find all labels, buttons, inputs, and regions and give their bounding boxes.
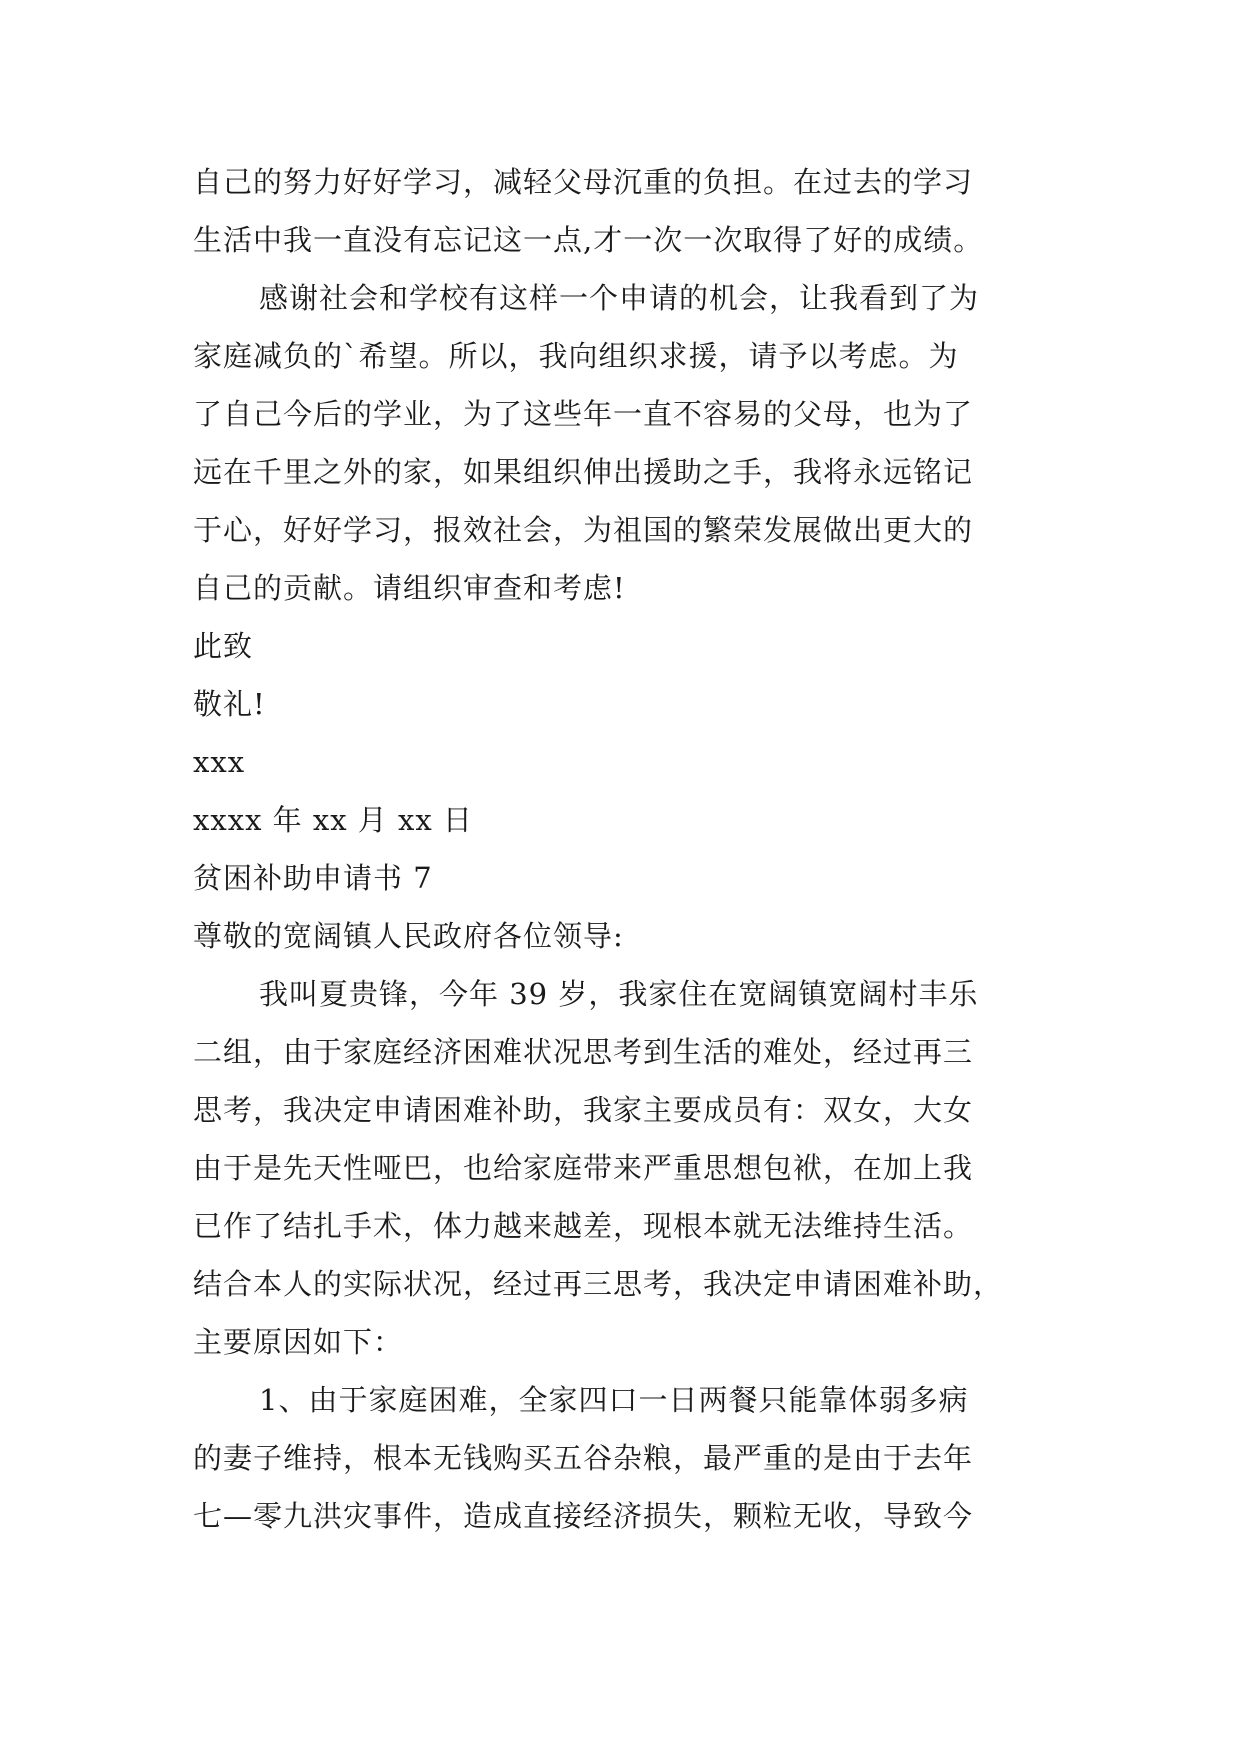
document-line: 自己的努力好好学习，减轻父母沉重的负担。在过去的学习 [193,165,974,199]
document-line: 尊敬的宽阔镇人民政府各位领导: [193,919,624,953]
document-line: 我叫夏贵锋，今年 39 岁，我家住在宽阔镇宽阔村丰乐 [259,977,979,1011]
document-line: 主要原因如下： [193,1325,404,1359]
document-body [193,153,1073,1545]
document-line: 远在千里之外的家，如果组织伸出援助之手，我将永远铭记 [193,455,974,489]
document-line: 的妻子维持，根本无钱购买五谷杂粮，最严重的是由于去年 [193,1441,974,1475]
document-line: 于心，好好学习，报效社会，为祖国的繁荣发展做出更大的 [193,513,974,547]
document-line: 自己的贡献。请组织审查和考虑! [193,571,626,605]
document-line: 了自己今后的学业，为了这些年一直不容易的父母，也为了 [193,397,974,431]
document-line: xxx [193,745,246,779]
document-line: 1、由于家庭困难，全家四口一日两餐只能靠体弱多病 [259,1383,969,1417]
document-line: 贫困补助申请书 7 [193,861,433,895]
document-line: 已作了结扎手术，体力越来越差，现根本就无法维持生活。 [193,1209,974,1243]
document-line: xxxx 年 xx 月 xx 日 [193,803,473,837]
document-line: 由于是先天性哑巴，也给家庭带来严重思想包袱，在加上我 [193,1151,974,1185]
document-line: 二组，由于家庭经济困难状况思考到生活的难处，经过再三 [193,1035,974,1069]
document-line: 此致 [193,629,254,663]
document-line: 七—零九洪灾事件，造成直接经济损失，颗粒无收，导致今 [193,1499,974,1533]
document-line: 生活中我一直没有忘记这一点,才一次一次取得了好的成绩。 [193,223,984,257]
document-line: 感谢社会和学校有这样一个申请的机会，让我看到了为 [259,281,980,315]
document-line: 敬礼! [193,687,266,721]
document-line: 结合本人的实际状况，经过再三思考，我决定申请困难补助， [193,1267,1004,1301]
document-line: 思考，我决定申请困难补助，我家主要成员有：双女，大女 [193,1093,974,1127]
document-line: 家庭减负的`希望。所以，我向组织求援，请予以考虑。为 [193,339,959,373]
